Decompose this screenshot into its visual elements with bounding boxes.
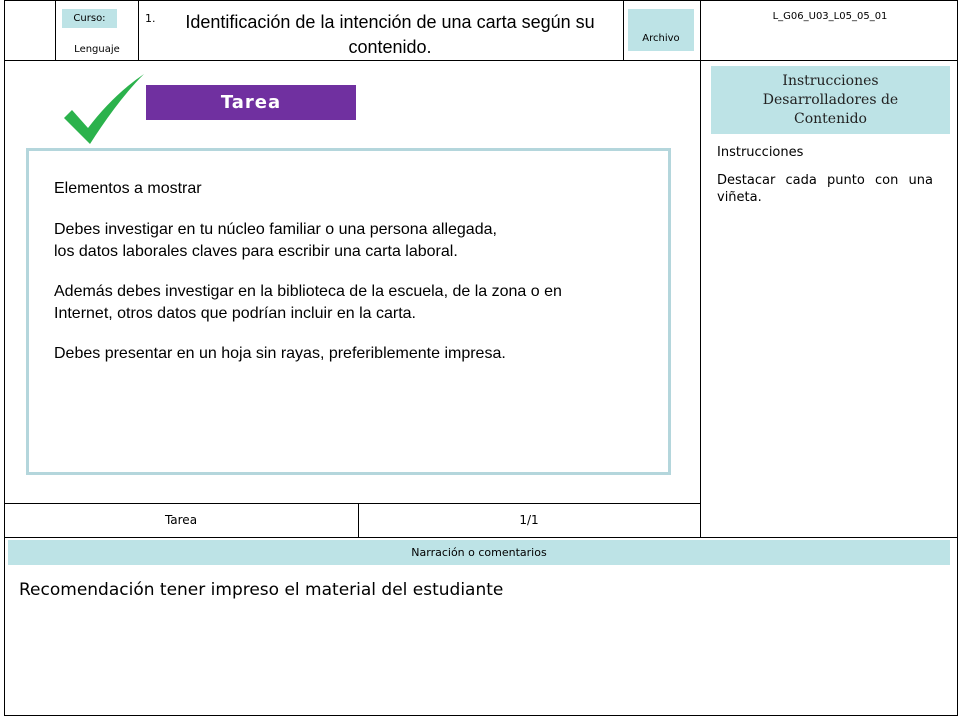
side-panel-header: Instrucciones Desarrolladores de Contenido [711,66,950,134]
header-divider-4 [700,0,701,537]
header-bottom-line [4,60,958,61]
narration-text: Recomendación tener impreso el material del estudiante [19,580,504,600]
header-number: 1. [145,12,156,25]
header-divider-2 [138,0,139,61]
paragraph-3: Debes presentar en un hoja sin rayas, preferiblemente impresa. [54,345,506,362]
file-label: Archivo [628,9,694,51]
narration-top-line [4,537,958,538]
footer-row-label: Tarea [164,513,198,527]
page-title: Identificación de la intención de una carta según su contenido. [185,12,595,57]
footer-row-top-line [4,503,700,504]
course-label: Curso: [62,9,117,28]
course-value: Lenguaje [74,44,120,55]
task-tag: Tarea [146,85,356,120]
paragraph-2-line-1: Además debes investigar en la biblioteca de la escuela, de la zona o en [54,283,562,300]
paragraph-2-line-2: Internet, otros datos que podrían incluir en la carta. [54,305,416,322]
narration-header: Narración o comentarios [8,540,950,565]
header-divider-1 [55,0,56,61]
file-code: L_G06_U03_L05_05_01 [772,11,888,22]
paragraph-1-line-2: los datos laborales claves para escribir una carta laboral. [54,243,458,260]
content-box [26,148,671,475]
checkmark-icon [58,70,148,150]
paragraph-1-line-1: Debes investigar en tu núcleo familiar o una persona allegada, [54,221,497,238]
side-panel-label: Instrucciones [717,145,804,160]
page-indicator: 1/1 [519,513,539,527]
content-heading: Elementos a mostrar [54,180,202,197]
side-panel-text: Destacar cada punto con una viñeta. [717,173,933,205]
header-divider-3 [623,0,624,61]
